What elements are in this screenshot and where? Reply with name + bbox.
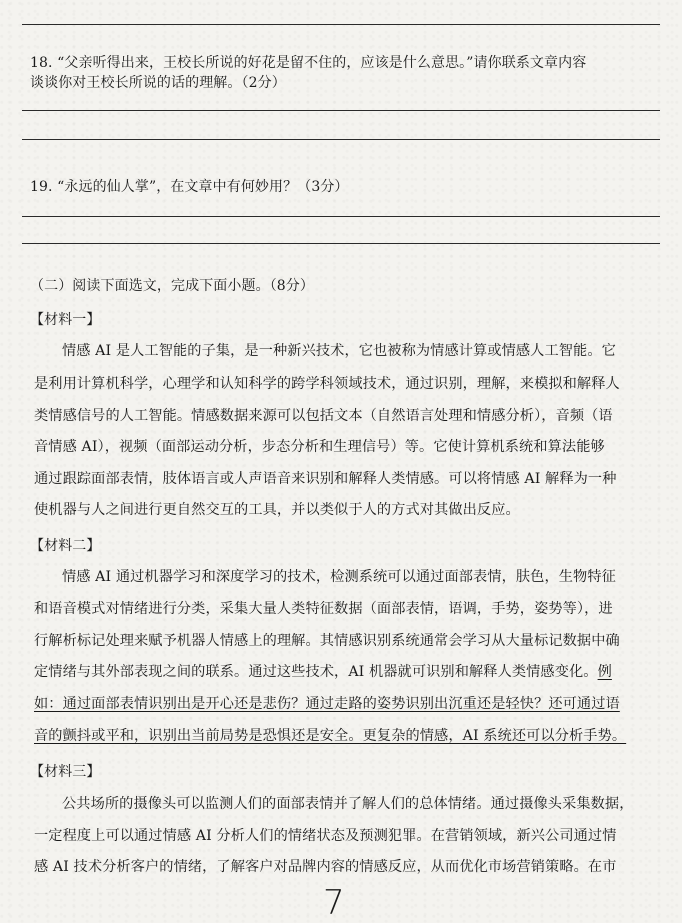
material-2-line: 行解析标记处理来赋予机器人情感上的理解。其情感识别系统通常会学习从大量标记数据中确 <box>34 633 620 649</box>
material-1-line: 类情感信号的人工智能。情感数据来源可以包括文本（自然语言处理和情感分析），音频（语 <box>34 408 613 424</box>
answer-line <box>22 24 660 25</box>
material-3-line: 公共场所的摄像头可以监测人们的面部表情并了解人们的总体情绪。通过摄像头采集数据， <box>62 796 634 812</box>
material-3-line: 感 AI 技术分析客户的情绪，了解客户对品牌内容的情感反应，从而优化市场营销策略。在市 <box>34 859 617 875</box>
material-3-label: 【材料三】 <box>30 764 101 780</box>
material-1-line: 是利用计算机科学，心理学和认知科学的跨学科领域技术，通过识别，理解，来模拟和解释人 <box>34 376 620 392</box>
material-1-line: 通过跟踪面部表情，肢体语言或人声语音来识别和解释人类情感。可以将情感 AI 解释为一种 <box>34 471 617 487</box>
material-2-line <box>34 663 642 681</box>
material-1-line: 使机器与人之间进行更自然交互的工具，并以类似于人的方式对其做出反应。 <box>34 502 520 518</box>
underlined-example: 例 <box>597 664 612 680</box>
question-19: 19. “永远的仙人掌”，在文章中有何妙用？（3分） <box>30 179 349 195</box>
material-2-line: 情感 AI 通过机器学习和深度学习的技术，检测系统可以通过面部表情，肤色，生物特征 <box>62 569 616 585</box>
answer-line <box>22 243 660 244</box>
answer-line <box>22 139 660 140</box>
material-2-text: 定情绪与其外部表现之间的联系。通过这些技术，AI 机器就可识别和解释人类情感变化。 <box>34 664 598 680</box>
material-1-line: 音情感 AI），视频（面部运动分析，步态分析和生理信号）等。它使计算机系统和算法能够 <box>34 439 605 455</box>
answer-line <box>22 110 660 111</box>
answer-line <box>22 216 660 217</box>
material-2-label: 【材料二】 <box>30 538 101 554</box>
question-18-line-2: 谈谈你对王校长所说的话的理解。（2分） <box>30 75 286 91</box>
material-1-line: 情感 AI 是人工智能的子集，是一种新兴技术，它也被称为情感计算或情感人工智能。它 <box>62 343 616 359</box>
material-3-line: 一定程度上可以通过情感 AI 分析人们的情绪状态及预测犯罪。在营销领域，新兴公司通过情 <box>34 828 617 844</box>
page-number: 7 <box>323 883 345 923</box>
material-2-line: 和语音模式对情绪进行分类，采集大量人类特征数据（面部表情，语调，手势，姿势等），进 <box>34 601 613 617</box>
material-2-underlined-line: 音的颤抖或平和，识别出当前局势是恐惧还是安全。更复杂的情感，AI 系统还可以分析手势。 <box>34 728 627 744</box>
question-18-line-1: 18. “父亲听得出来，王校长所说的好花是留不住的，应该是什么意思。”请你联系文章内容 <box>30 55 587 71</box>
material-2-underlined-line: 如：通过面部表情识别出是开心还是悲伤？通过走路的姿势识别出沉重还是轻快？还可通过语 <box>34 696 620 712</box>
section-heading: （二）阅读下面选文，完成下面小题。（8分） <box>30 278 315 294</box>
material-1-label: 【材料一】 <box>30 312 101 328</box>
